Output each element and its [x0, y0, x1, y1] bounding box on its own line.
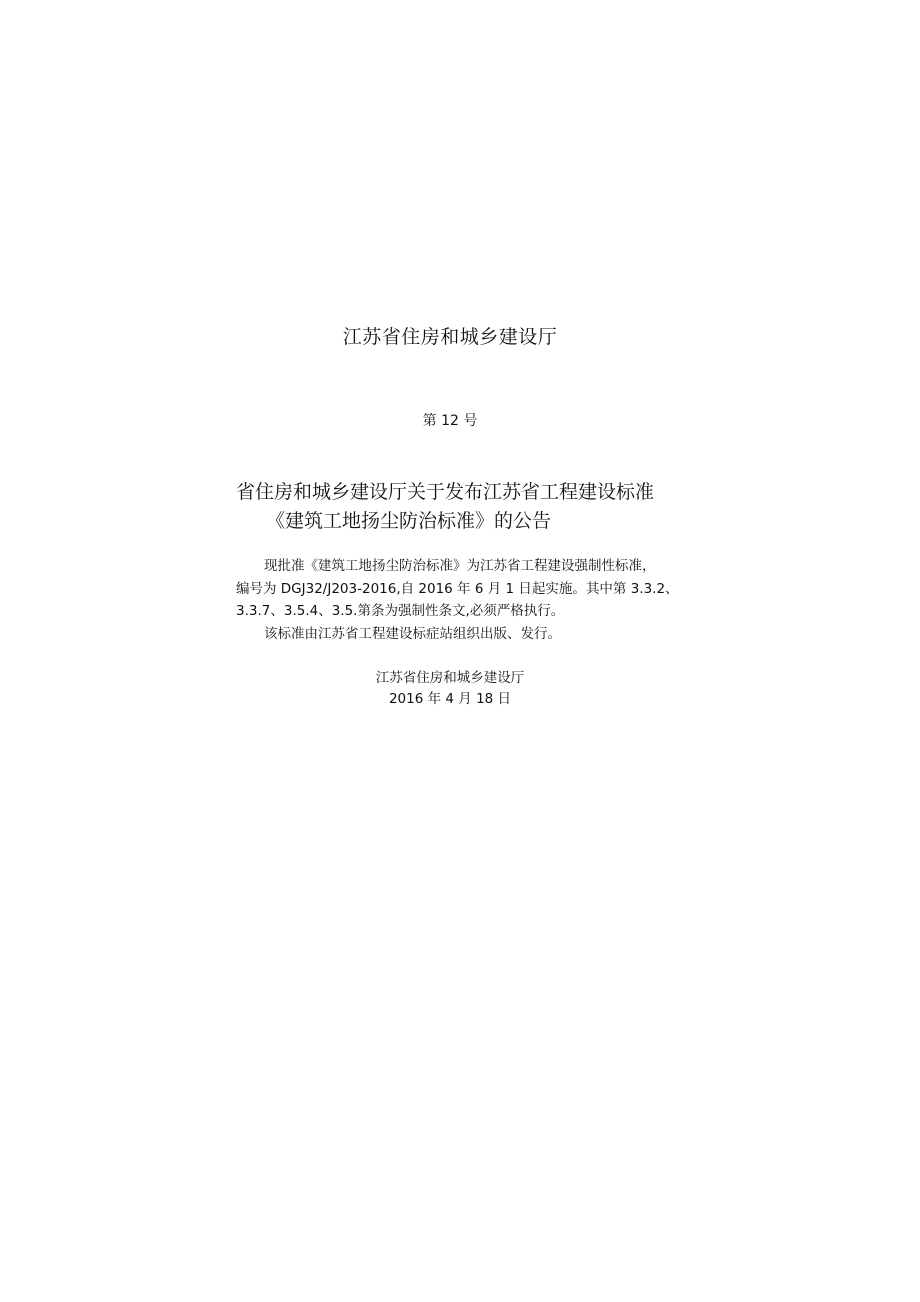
signature-organization: 江苏省住房和城乡建设厅	[375, 670, 525, 686]
notice-title	[236, 478, 696, 536]
issuer-heading: 江苏省住房和城乡建设厅	[342, 326, 558, 348]
notice-body	[236, 555, 696, 645]
body-line-2: 编号为 DGJ32/J203-2016,自 2016 年 6 月 1 日起实施。其中第 3.3.2、	[236, 580, 679, 597]
body-line-4: 该标准由江苏省工程建设标症站组织出版、发行。	[264, 625, 561, 642]
signature-date: 2016 年 4 月 18 日	[388, 691, 512, 707]
body-line-3: 3.3.7、3.5.4、3.5.第条为强制性条文,必须严格执行。	[236, 603, 565, 619]
document-number: 第 12 号	[422, 413, 478, 429]
body-line-1: 现批准《建筑工地扬尘防治标准》为江苏省工程建设强制性标准，	[264, 558, 656, 574]
notice-title-line-2: 《建筑工地扬尘防治标准》的公告	[266, 510, 552, 532]
signature-block	[0, 668, 900, 710]
notice-title-line-1: 省住房和城乡建设厅关于发布江苏省工程建设标准	[236, 481, 655, 503]
